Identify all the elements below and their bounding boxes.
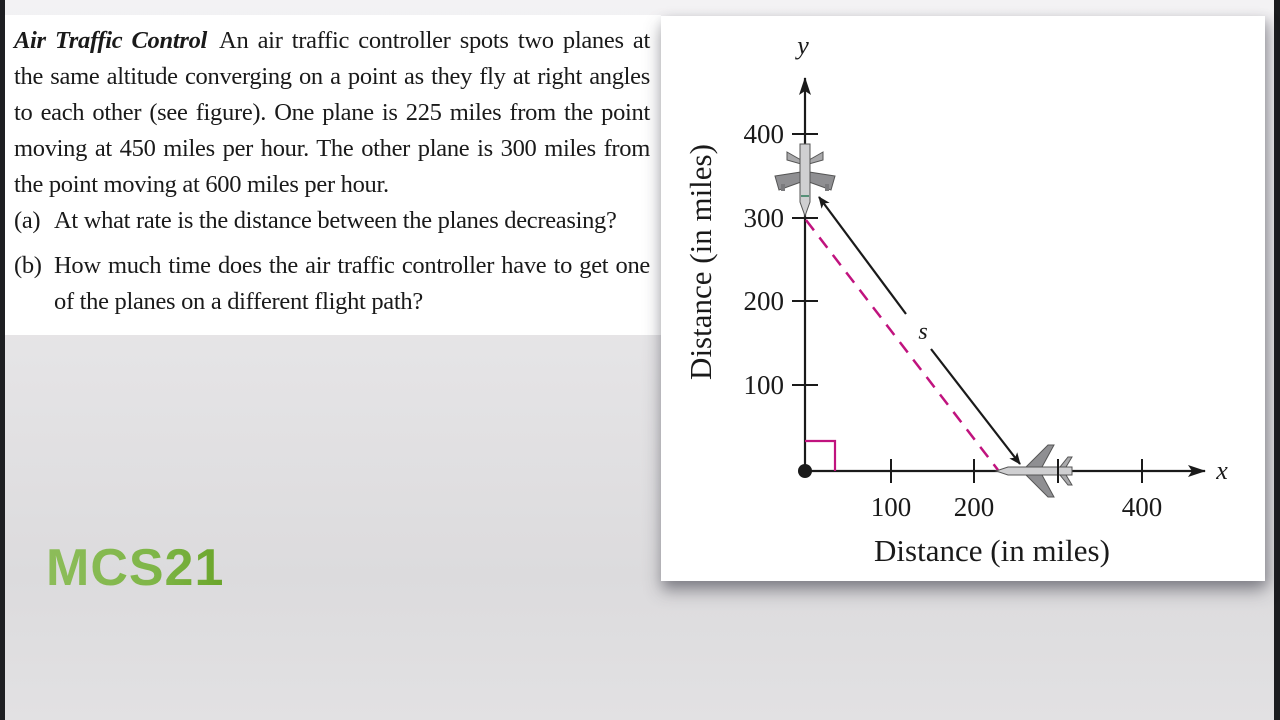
figure-diagram — [661, 16, 1265, 581]
x-tick-100: 100 — [870, 492, 912, 522]
problem-body: An air traffic controller spots two planes at the same altitude converging on a point as they fly at right angles to each other (see figure). One plane is 225 miles from the point moving at 450 miles per hour. The other plane is 300 miles from the point moving at 600 miles per hour. — [14, 27, 650, 198]
dashed-distance-line — [806, 220, 998, 470]
right-frame-edge — [1274, 0, 1280, 720]
x-axis-title: Distance (in miles) — [874, 533, 1110, 568]
y-tick-100: 100 — [743, 370, 784, 400]
y-tick-400: 400 — [743, 119, 784, 149]
x-tick-200: 200 — [953, 492, 995, 522]
figure-panel — [661, 16, 1265, 581]
origin-point — [798, 464, 812, 478]
y-axis — [792, 78, 818, 471]
problem-title: Air Traffic Control — [14, 27, 208, 54]
part-a-text: At what rate is the distance between the planes decreasing? — [54, 207, 617, 234]
problem-text-panel — [5, 15, 661, 335]
y-tick-300: 300 — [743, 203, 784, 233]
x-tick-400: 400 — [1121, 492, 1163, 522]
part-a-label: (a) — [14, 207, 41, 234]
x-tick-labels — [871, 492, 1163, 522]
y-tick-labels — [744, 119, 785, 400]
x-axis-variable: x — [1216, 456, 1228, 485]
part-b-text: How much time does the air traffic controller have to get one of the planes on a different flight path? — [54, 252, 650, 315]
mcs21-watermark-logo: MCS21 — [46, 539, 225, 597]
distance-arrow-lower — [931, 349, 1020, 464]
distance-s-label: s — [918, 319, 928, 345]
y-axis-variable: y — [797, 31, 809, 60]
y-tick-200: 200 — [743, 286, 784, 316]
problem-statement — [14, 23, 650, 203]
plane-icon-horizontal — [996, 445, 1072, 497]
y-axis-title: Distance (in miles) — [683, 144, 718, 380]
part-b-label: (b) — [14, 252, 42, 279]
